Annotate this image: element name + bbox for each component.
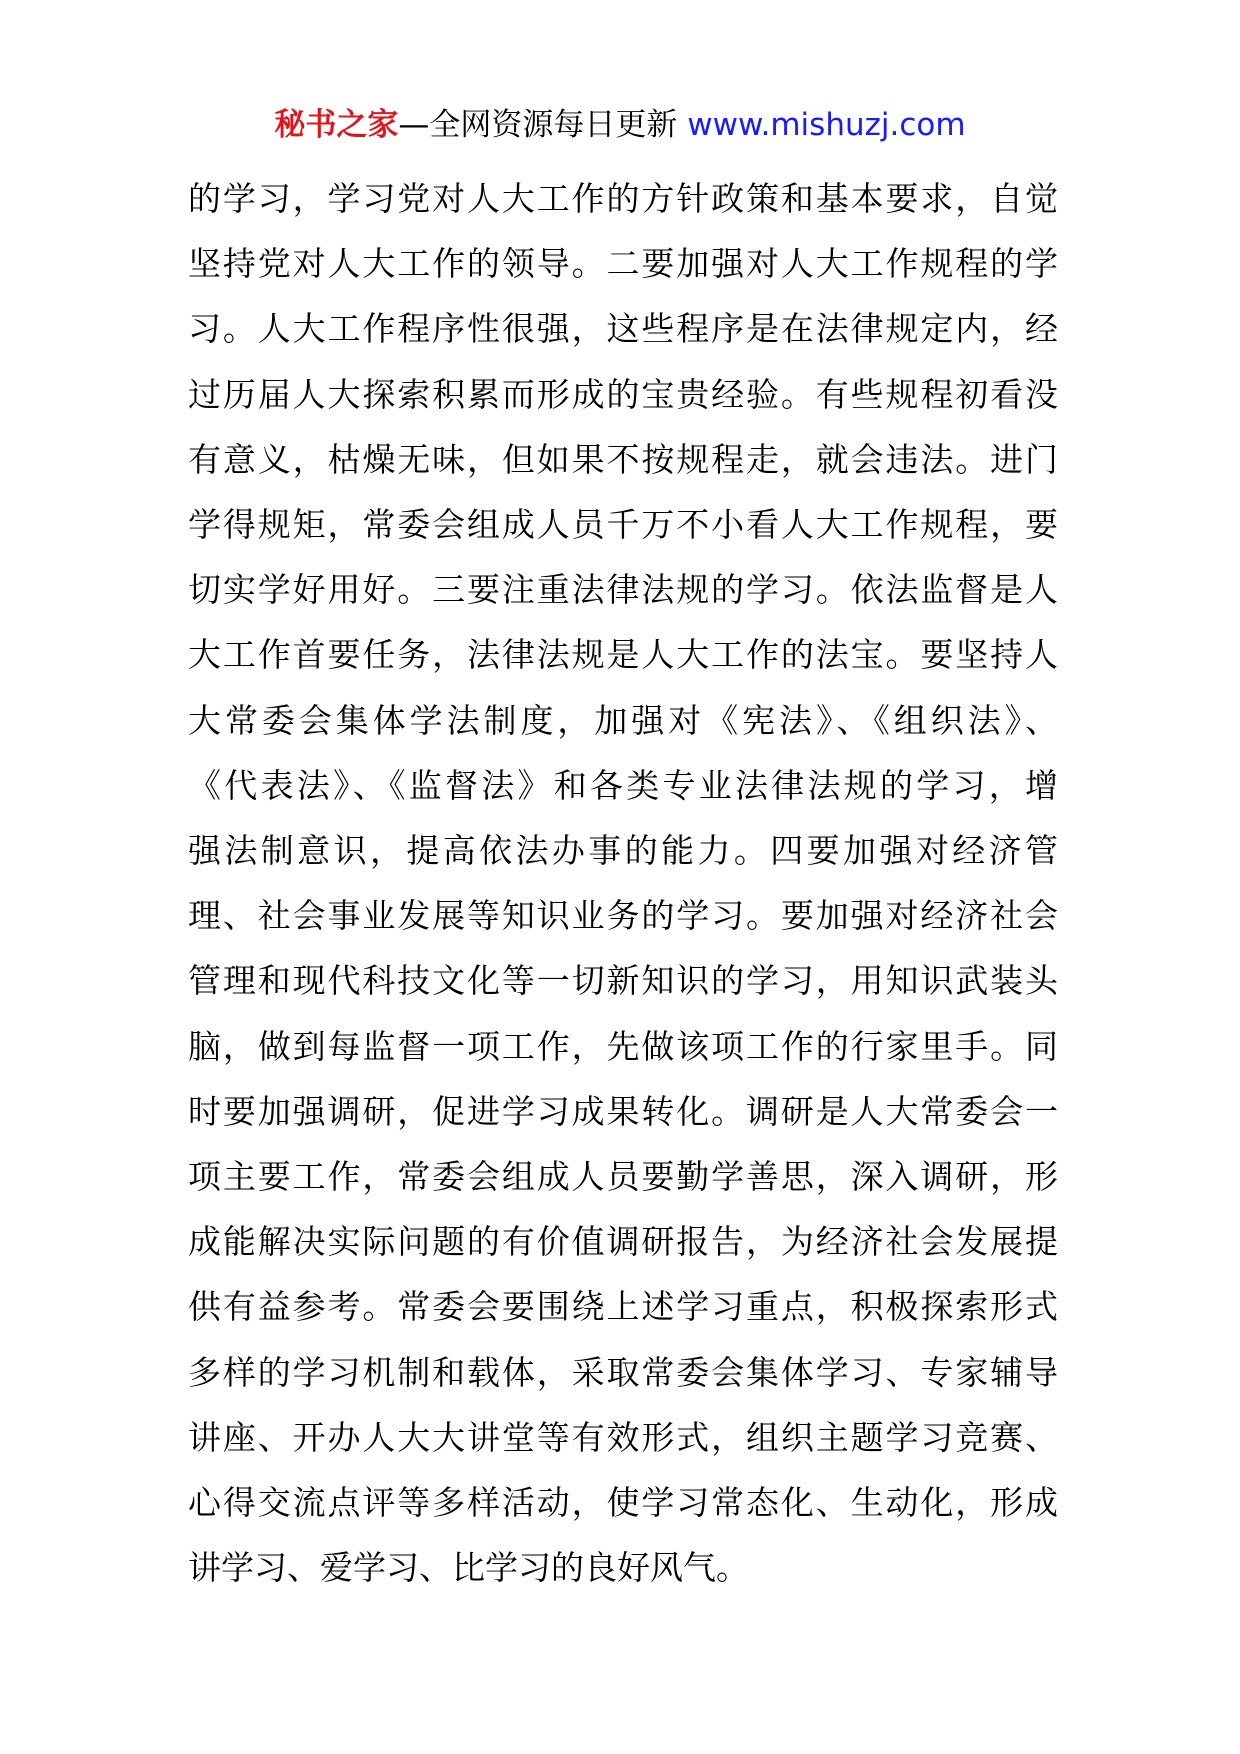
text-line: 学得规矩，常委会组成人员千万不小看人大工作规程，要 xyxy=(188,505,1058,545)
text-line: 大工作首要任务，法律法规是人大工作的法宝。要坚持人 xyxy=(188,635,1058,675)
text-line: 脑，做到每监督一项工作，先做该项工作的行家里手。同 xyxy=(188,1026,1058,1066)
text-line: 坚持党对人大工作的领导。二要加强对人大工作规程的学 xyxy=(188,244,1058,284)
text-line: 项主要工作，常委会组成人员要勤学善思，深入调研，形 xyxy=(188,1157,1058,1197)
header-tagline: —全网资源每日更新 xyxy=(398,107,688,143)
text-line: 习。人大工作程序性很强，这些程序是在法律规定内，经 xyxy=(188,309,1058,349)
text-line: 的学习，学习党对人大工作的方针政策和基本要求，自觉 xyxy=(188,179,1058,218)
text-line: 有意义，枯燥无味，但如果不按规程走，就会违法。进门 xyxy=(188,439,1058,479)
text-line: 讲学习、爱学习、比学习的良好风气。 xyxy=(188,1548,749,1588)
text-line: 讲座、开办人大大讲堂等有效形式，组织主题学习竞赛、 xyxy=(188,1417,1058,1457)
text-line: 《代表法》、《监督法》和各类专业法律法规的学习，增 xyxy=(188,765,1058,805)
text-line: 多样的学习机制和载体，采取常委会集体学习、专家辅导 xyxy=(188,1352,1058,1392)
text-line: 心得交流点评等多样活动，使学习常态化、生动化，形成 xyxy=(188,1483,1058,1523)
body-paragraph xyxy=(188,166,1058,1600)
text-line: 大常委会集体学法制度，加强对《宪法》、《组织法》、 xyxy=(188,700,1058,740)
text-line: 强法制意识，提高依法办事的能力。四要加强对经济管 xyxy=(188,831,1058,871)
text-line: 供有益参考。常委会要围绕上述学习重点，积极探索形式 xyxy=(188,1287,1058,1327)
page-header xyxy=(0,100,1240,150)
header-brand: 秘书之家 xyxy=(274,107,399,143)
text-line: 管理和现代科技文化等一切新知识的学习，用知识武装头 xyxy=(188,961,1058,1001)
header-site-link[interactable]: www.mishuzj.com xyxy=(687,107,966,143)
text-line: 过历届人大探索积累而形成的宝贵经验。有些规程初看没 xyxy=(188,374,1058,414)
text-line: 切实学好用好。三要注重法律法规的学习。依法监督是人 xyxy=(188,570,1058,610)
text-line: 理、社会事业发展等知识业务的学习。要加强对经济社会 xyxy=(188,896,1058,936)
text-line: 时要加强调研，促进学习成果转化。调研是人大常委会一 xyxy=(188,1091,1058,1131)
text-line: 成能解决实际问题的有价值调研报告，为经济社会发展提 xyxy=(188,1222,1058,1262)
